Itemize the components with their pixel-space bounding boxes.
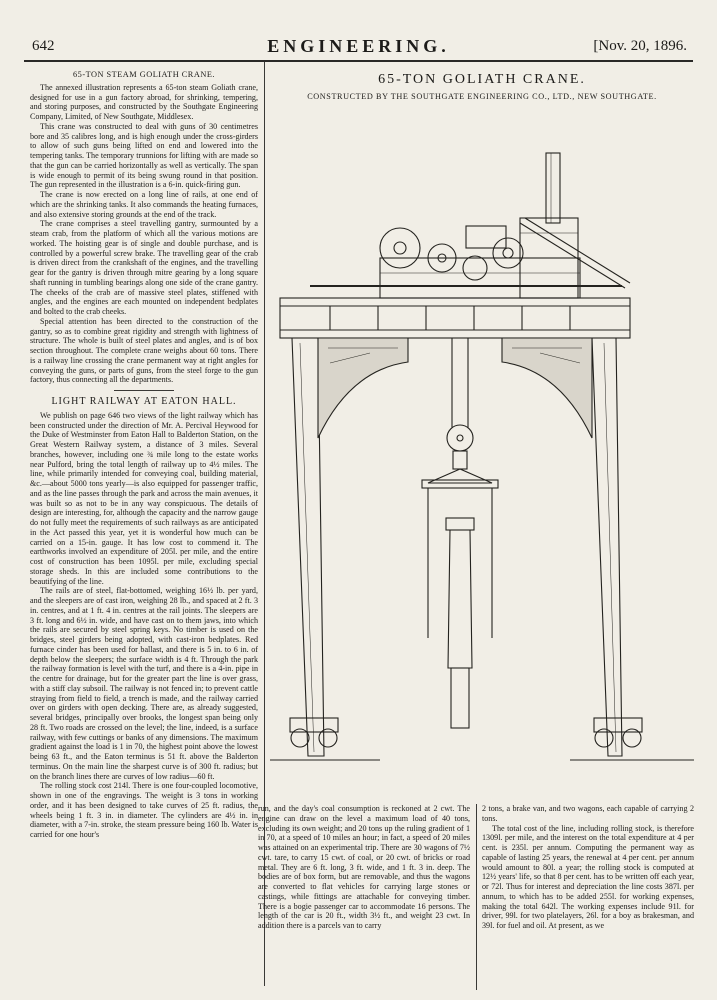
left-column: [30, 68, 258, 980]
gear-wheel: [493, 238, 523, 268]
crane-paragraph: The crane is now erected on a long line of rails, at one end of which are the shrinking tanks. It also commands the heating furnaces, and also extensive storing grounds at the end of the track.: [30, 190, 258, 219]
figure-title: 65-TON GOLIATH CRANE.: [378, 72, 586, 87]
crane-paragraph: Special attention has been directed to the construction of the gantry, so as to combine great rigidity and strength with lightness of structure. The whole is built of steel plates and angles, and is of box section throughout. The complete crane weighs about 60 tons. There is a railway line crossing the crane permanent way at right angles for conveying the guns, or parts of guns, from the steel forge to the gun factory, thus connecting all the departments.: [30, 316, 258, 385]
railway-paragraph: 2 tons, a brake van, and two wagons, each capable of carrying 2 tons.: [482, 804, 694, 823]
railway-paragraph: We publish on page 646 two views of the light railway which has been constructed under the direction of Mr. A. Percival Heywood for the Duke of Westminster from Eaton Hall to Balderton Station, on the Great Western Railway system, a distance of 3 miles. Several branches, however, including one ¾ mile long to the estate works near Pulford, bring the total length of railway up to 4½ miles. The line, while primarily intended for conveying coal, building material, &c.—about 5000 tons yearly—is also equipped for passenger traffic, and as the line passes through the park and across the main avenues, it was built so as not to be in any way conspicuous. The details of design are interesting, for, although the capacity and the narrow gauge do not fully meet the requirements of such railways as are anticipated in the Act passed this year, yet it is wonderful how much can be carried on a 15-in. gauge. It has low cost to commend it. The earthworks involved an expenditure of 205l. per mile, and the entire cost of construction has been 1095l. per mile, excluding special storage sheds. In this are included some contributions to the beautifying of the line.: [30, 410, 258, 586]
figure-subtitle: CONSTRUCTED BY THE SOUTHGATE ENGINEERING CO., LTD., NEW SOUTHGATE.: [307, 92, 657, 101]
railway-paragraph: run, and the day's coal consumption is reckoned at 2 cwt. The engine can draw on the level a maximum load of 40 tons, excluding its own weight; and 20 tons up the ruling gradient of 1 in 70, at a speed of 10 miles an hour; in fact, a speed of 20 miles was attained on an experimental trip. There are 30 wagons of 7½ cwt. tare, to carry 15 cwt. of coal, or 20 cwt. of bricks or road metal. They are 6 ft. long, 3 ft. wide, and 1 ft. 3 in. deep. The bodies are of box form, but are removable, and thus the wagons are converted to flat vehicles for carrying large stones or castings, while fittings are attachable for conveying timber. There is a bogie passenger car to accommodate 16 persons. The length of the car is 20 ft., width 3½ ft., and weight 23 cwt. In addition there is a parcels van to carry: [258, 804, 470, 930]
article-divider: [114, 390, 174, 391]
bottom-column-left: [258, 804, 470, 931]
crane-drawing: [270, 108, 694, 798]
bottom-columns: [258, 804, 696, 990]
railway-paragraph: The total cost of the line, including rolling stock, is therefore 1309l. per mile, and the interest on the total expenditure at 4 per cent. is 235l. per annum. Computing the permanent way as capable of lasting 25 years, the renewal at 4 per cent. per annum would amount to 80l. a year; the rolling stock is computed at 12½ years' life, so that 8 per cent. has to be written off each year, or 72l. Thus for interest and depreciation the line costs 387l. per annum, to which has to be added 255l. for working expenses, making the total 642l. The working expenses include 91l. for driver, 99l. for two platelayers, 26l. for a boy as brakesman, and 39l. for fuel and oil. At present, as we: [482, 823, 694, 930]
page-number: 642: [32, 38, 55, 54]
crab-body: [380, 258, 580, 298]
gun-barrel: [446, 518, 474, 530]
crane-paragraph: The crane comprises a steel travelling gantry, surmounted by a steam crab, from the platform of which all the various motions are worked. The hoisting gear is of single and double purchase, and is controlled by a powerful screw brake. The travelling gear of the crab is driven direct from the crankshaft of the engines, and the travelling gear for the gantry is driven through mitre gearing by a long square shaft running in tumbling bearings along one side of the crane gantry. The cheeks of the crab are of massive steel plates, stiffened with angles, and the engines are each mounted on independent bedplates and bolted to the crab cheeks.: [30, 219, 258, 316]
left-knee-bracket: [318, 338, 408, 438]
crane-engraving: [270, 108, 694, 798]
gear-wheel: [380, 228, 420, 268]
article-railway-title: LIGHT RAILWAY AT EATON HALL.: [51, 396, 237, 407]
journal-title: ENGINEERING.: [267, 36, 450, 56]
chimney: [546, 153, 560, 223]
right-knee-bracket: [502, 338, 592, 438]
column-rule: [476, 804, 477, 990]
hoist-block: [447, 425, 473, 451]
main-girder: [280, 298, 630, 338]
page-header: [24, 30, 693, 62]
railway-paragraph: The rolling stock cost 214l. There is one four-coupled locomotive, shown in one of the engravings. The weight is 3 tons in working order, and it has been designed to take curves of 25 ft. radius, the wheels being 1 ft. 3 in. in diameter. The cylinders are 4½ in. in diameter, with a 7-in. stroke, the steam pressure being 160 lb. Water is carried for one hour's: [30, 781, 258, 839]
railway-paragraph: The rails are of steel, flat-bottomed, weighing 16½ lb. per yard, and the sleepers are of cast iron, weighing 28 lb., and spaced at 2 ft. 3 in. centres, and at 1 ft. 4 in. centres at the rail joints. The sleepers are 3 ft. long and 6½ in. wide, and have cast on to them jaws, into which the rails are secured by steel spring keys. No timber is used on the bridges, steel girders being adopted, with cast-iron bedplates. Red furnace cinder has been used for ballast, and there is 5 in. to 6 in. of depth below the sleepers; the surface width is 4 ft. Through the park the railway formation is level with the turf, and there is a 4-in. pipe in the centre for drainage, but for the greater part the line is over grass, with a stiff clay subsoil. The railway is not fenced in; to prevent cattle straying from field to field, a trench is made, and the railway carried over on girders with open decking. There are, as already suggested, several bridges, principally over brooks, the longest span being only 28 ft. Two roads are crossed on the level; the line, indeed, is a surface railway, with few cuttings or banks of any dimensions. The maximum gradient against the load is 1 in 70, the highest point above the lowest being 63 ft., and the Eaton terminus is 51 ft. above the Balderton terminus. On the main line the sharpest curve is of 300 ft. radius; but on the branch lines there are curves of low radius—60 ft.: [30, 586, 258, 781]
bottom-column-right: [482, 804, 694, 931]
gear-wheel: [463, 256, 487, 280]
crane-paragraph: The annexed illustration represents a 65-ton steam Goliath crane, designed for use in a gun factory abroad, for shrinking, tempering, and storing purposes, and constructed by the Southgate Engineering Company, Limited, of New Southgate, Middlesex.: [30, 82, 258, 121]
article-crane-title: 65-TON STEAM GOLIATH CRANE.: [73, 70, 215, 79]
issue-date: [Nov. 20, 1896.: [593, 38, 687, 54]
right-leg: [592, 338, 622, 756]
crane-paragraph: This crane was constructed to deal with guns of 30 centimetres bore and 35 calibres long, and is high enough under the cross-girders to allow of such guns being lifted on end and lowered into the tempering tanks. The temporary trunnions for lifting with are made so that the gun can be carried horizontally as well as vertically. The span is wide enough to permit of its being swung round in that position. The gun represented in the illustration is a 6-in. quick-firing gun.: [30, 121, 258, 190]
